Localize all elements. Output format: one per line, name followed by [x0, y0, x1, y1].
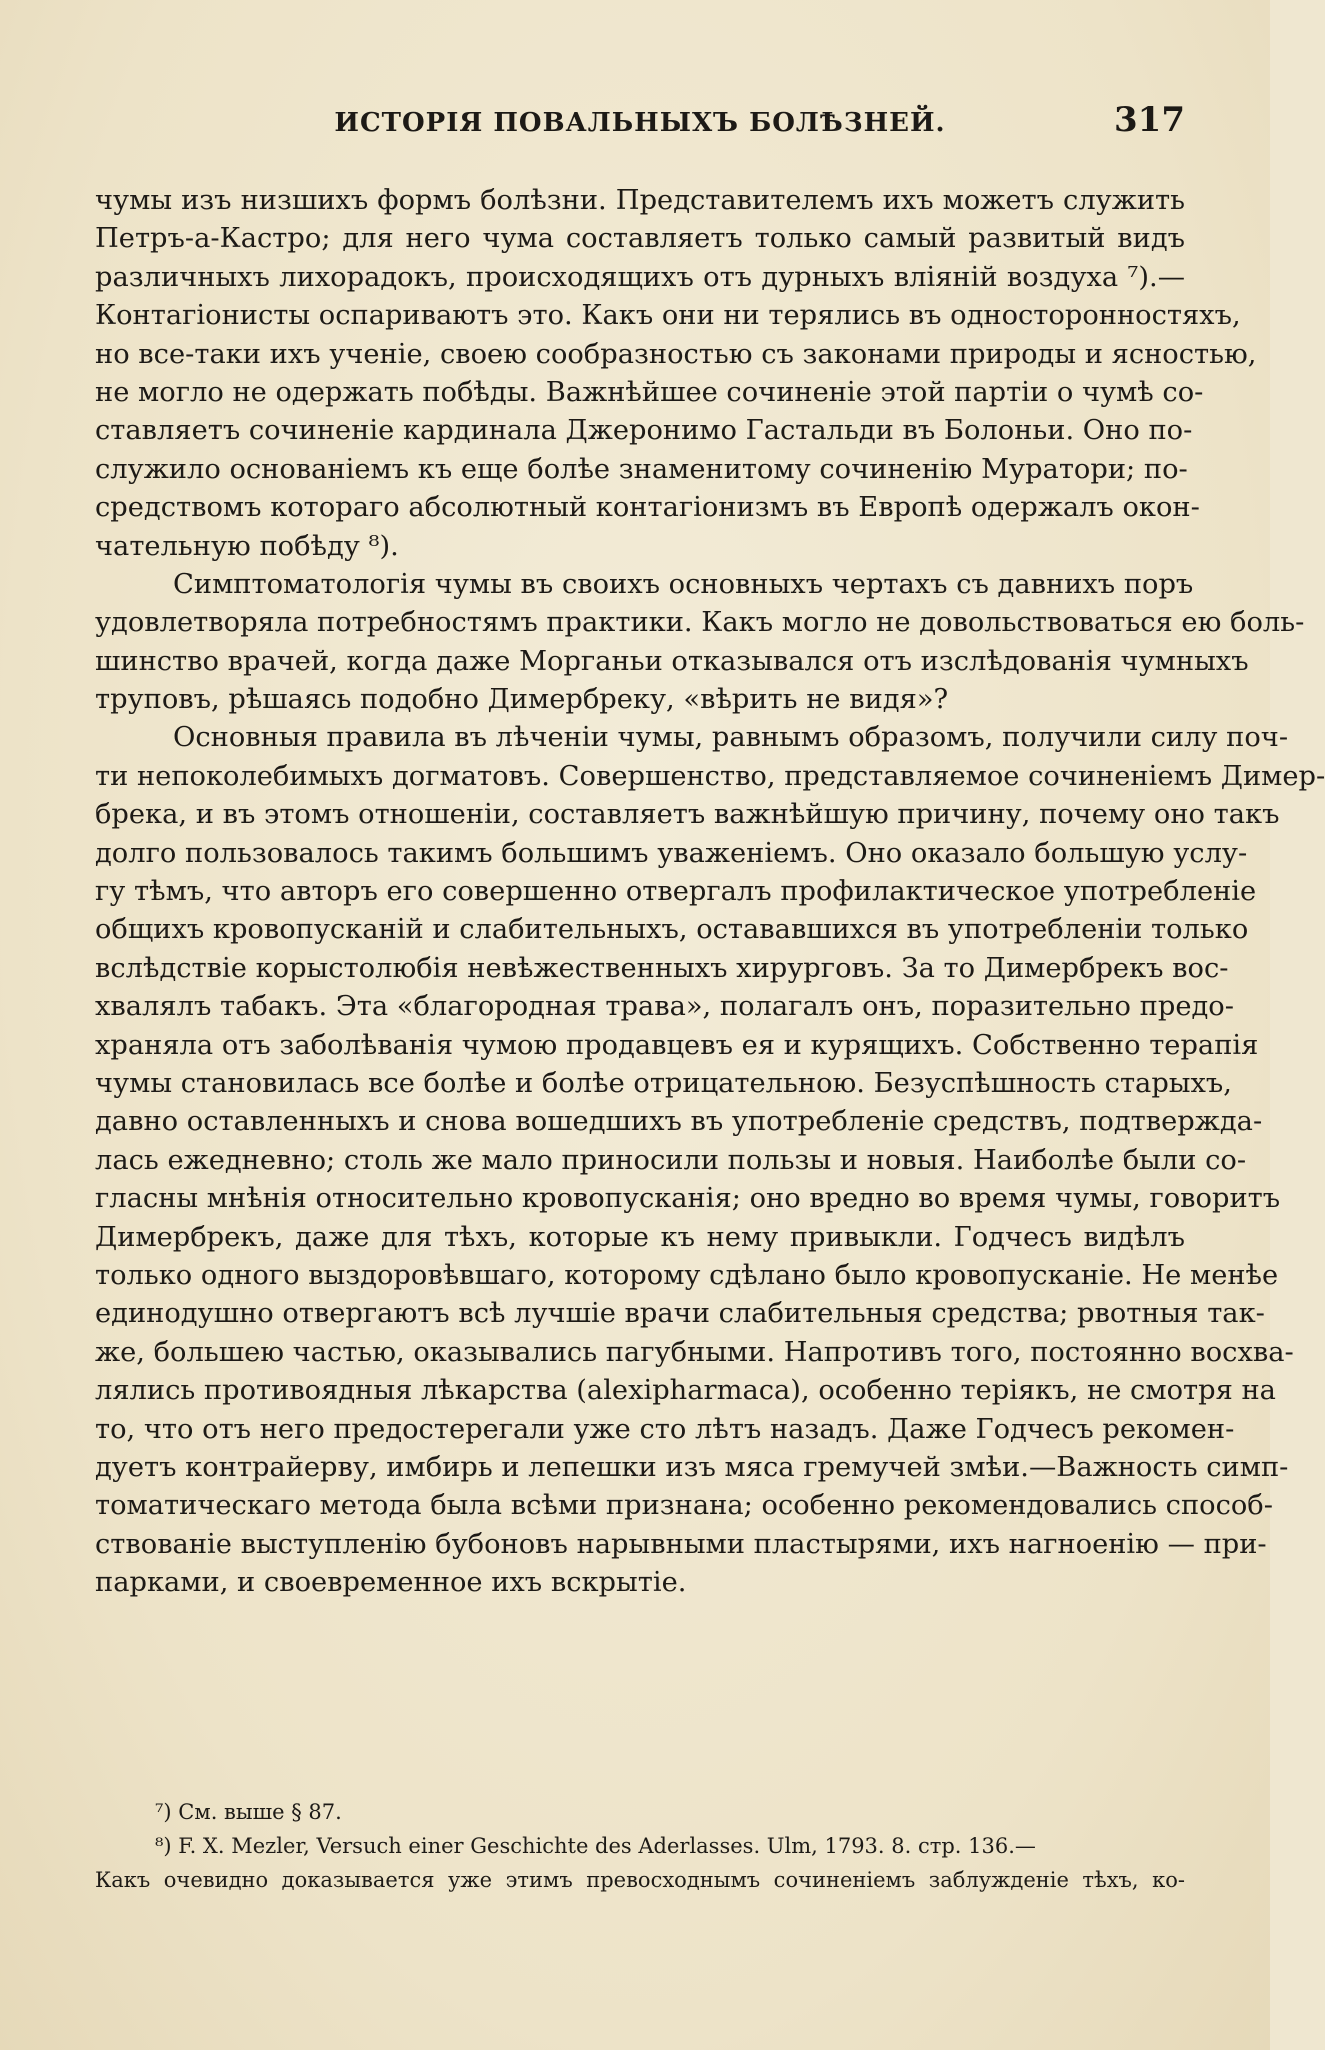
text-line: лялись противоядныя лѣкарства (alexipharmaca), особенно теріякъ, не смотря на [95, 1375, 1276, 1407]
footnotes [95, 1795, 1185, 1897]
text-line: дуетъ контрайерву, имбирь и лепешки изъ мяса гремучей змѣи.—Важность симп- [95, 1451, 1289, 1483]
text-line: хвалялъ табакъ. Эта «благородная трава», полагалъ онъ, поразительно предо- [95, 991, 1234, 1023]
text-line: Симптоматологія чумы въ своихъ основныхъ чертахъ съ давнихъ поръ [173, 568, 1194, 600]
text-line: общихъ кровопусканій и слабительныхъ, остававшихся въ употребленіи только [95, 914, 1249, 946]
running-title: ИСТОРІЯ ПОВАЛЬНЫХЪ БОЛѢЗНЕЙ. [334, 108, 946, 138]
text-line: чательную побѣду ⁸). [95, 530, 399, 562]
text-line: Основныя правила въ лѣченіи чумы, равнымъ образомъ, получили силу поч- [173, 722, 1289, 754]
text-line: же, большею частью, оказывались пагубными. Напротивъ того, постоянно восхва- [95, 1336, 1294, 1368]
main-text [95, 182, 1325, 1602]
text-line: служило основаніемъ къ еще болѣе знаменитому сочиненію Муратори; по- [95, 453, 1188, 485]
text-line: удовлетворяла потребностямъ практики. Какъ могло не довольствоваться ею боль- [95, 607, 1305, 639]
text-line: гласны мнѣнія относительно кровопусканія; оно вредно во время чумы, говоритъ [95, 1183, 1281, 1215]
text-line: только одного выздоровѣвшаго, которому сдѣлано было кровопусканіе. Не менѣе [95, 1259, 1279, 1291]
text-line: то, что отъ него предостерегали уже сто лѣтъ назадъ. Даже Годчесъ рекомен- [95, 1413, 1235, 1445]
text-line: храняла отъ заболѣванія чумою продавцевъ ея и курящихъ. Собственно терапія [95, 1029, 1259, 1061]
page-header [95, 100, 1185, 150]
text-line: но все-таки ихъ ученіе, своею сообразностью съ законами природы и ясностью, [95, 338, 1257, 370]
text-line: брека, и въ этомъ отношеніи, составляетъ важнѣйшую причину, почему оно такъ [95, 799, 1280, 831]
text-line: средствомъ котораго абсолютный контагіонизмъ въ Европѣ одержалъ окон- [95, 492, 1200, 524]
text-line: лась ежедневно; столь же мало приносили пользы и новыя. Наиболѣе были со- [95, 1144, 1247, 1176]
text-line: вслѣдствіе корыстолюбія невѣжественныхъ хирурговъ. За то Димербрекъ вос- [95, 952, 1229, 984]
text-line: не могло не одержать побѣды. Важнѣйшее сочиненіе этой партіи о чумѣ со- [95, 376, 1204, 408]
text-line: Контагіонисты оспариваютъ это. Какъ они ни терялись въ односторонностяхъ, [95, 300, 1241, 332]
page-number: 317 [1114, 100, 1185, 140]
text-line: гу тѣмъ, что авторъ его совершенно отвергалъ профилактическое употребленіе [95, 876, 1257, 908]
text-line: давно оставленныхъ и снова вошедшихъ въ употребленіе средствъ, подтвержда- [95, 1106, 1263, 1138]
footnote-line: ⁷) См. выше § 87. [155, 1800, 342, 1824]
footnote-line: ⁸) F. X. Mezler, Versuch einer Geschichte des Aderlasses. Ulm, 1793. 8. стр. 136.— [155, 1834, 1036, 1858]
text-line: Димербрекъ, даже для тѣхъ, которые къ нему привыкли. Годчесъ видѣлъ [95, 1221, 1185, 1253]
text-line: труповъ, рѣшаясь подобно Димербреку, «вѣрить не видя»? [95, 684, 949, 716]
text-line: шинство врачей, когда даже Морганьи отказывался отъ изслѣдованія чумныхъ [95, 645, 1249, 677]
text-line: Петръ-а-Кастро; для него чума составляетъ только самый развитый видъ [95, 223, 1185, 255]
text-line: чумы изъ низшихъ формъ болѣзни. Представителемъ ихъ можетъ служить [95, 185, 1185, 216]
text-line: ставляетъ сочиненіе кардинала Джеронимо Гастальди въ Болоньи. Оно по- [95, 415, 1193, 447]
text-line: ствованіе выступленію бубоновъ нарывными пластырями, ихъ нагноенію — при- [95, 1528, 1267, 1560]
text-line: парками, и своевременное ихъ вскрытіе. [95, 1567, 687, 1599]
text-line: различныхъ лихорадокъ, происходящихъ отъ дурныхъ вліяній воздуха ⁷).— [95, 261, 1185, 293]
text-line: чумы становилась все болѣе и болѣе отрицательною. Безуспѣшность старыхъ, [95, 1067, 1232, 1099]
text-line: ти непоколебимыхъ догматовъ. Совершенство, представляемое сочиненіемъ Димер- [95, 760, 1325, 792]
footnote-line: Какъ очевидно доказывается уже этимъ превосходнымъ сочиненіемъ заблужденіе тѣхъ, ко- [95, 1868, 1185, 1892]
text-line: долго пользовалось такимъ большимъ уваженіемъ. Оно оказало большую услу- [95, 837, 1248, 869]
text-line: томатическаго метода была всѣми признана; особенно рекомендовались способ- [95, 1490, 1273, 1522]
text-line: единодушно отвергаютъ всѣ лучшіе врачи слабительныя средства; рвотныя так- [95, 1298, 1265, 1330]
